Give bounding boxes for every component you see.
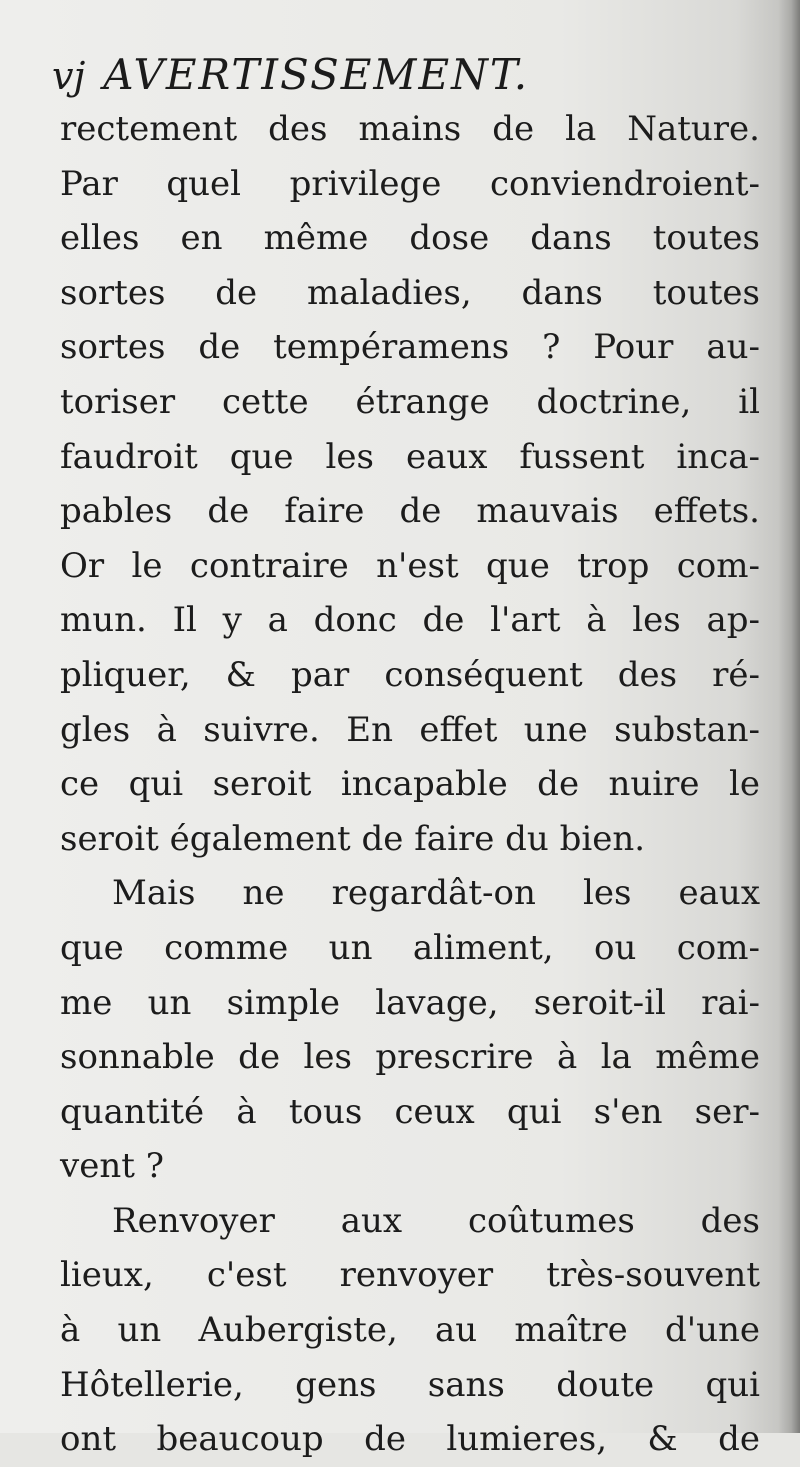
text-line: sortes de maladies, dans toutes: [60, 272, 760, 313]
text-line: pliquer, & par conséquent des ré-: [60, 654, 760, 695]
text-line: ce qui seroit incapable de nuire le: [60, 764, 760, 805]
text-line: que comme un aliment, ou com-: [60, 927, 760, 968]
body-text: [60, 102, 760, 1467]
text-line: sonnable de les prescrire à la même: [60, 1037, 760, 1078]
text-line: faudroit que les eaux fussent inca-: [60, 436, 760, 477]
text-line: Hôtellerie, gens sans doute qui: [60, 1364, 760, 1405]
text-line: Or le contraire n'est que trop com-: [60, 545, 760, 586]
paragraph-start-line: Mais ne regardât-on les eaux: [112, 873, 760, 914]
paragraph-end-line: seroit également de faire du bien.: [60, 818, 646, 859]
text-line: pables de faire de mauvais effets.: [60, 491, 760, 532]
page-number: vj: [52, 54, 86, 98]
text-line: mun. Il y a donc de l'art à les ap-: [60, 600, 760, 641]
text-line: rectement des mains de la Nature.: [60, 109, 760, 149]
paragraph-start-line: Renvoyer aux coûtumes des: [112, 1200, 760, 1241]
text-line: elles en même dose dans toutes: [60, 218, 760, 259]
running-title: AVERTISSEMENT.: [103, 50, 530, 99]
text-line: quantité à tous ceux qui s'en ser-: [60, 1091, 760, 1132]
text-line: gles à suivre. En effet une substan-: [60, 709, 760, 750]
text-line: toriser cette étrange doctrine, il: [60, 381, 760, 422]
text-line: lieux, c'est renvoyer très-souvent: [60, 1255, 760, 1296]
page-gutter-shadow: [778, 0, 800, 1433]
text-line: ont beaucoup de lumieres, & de: [60, 1419, 760, 1460]
text-line: sortes de tempéramens ? Pour au-: [60, 327, 760, 368]
paragraph-end-line: vent ?: [60, 1146, 164, 1187]
text-line: à un Aubergiste, au maître d'une: [60, 1310, 760, 1351]
text-line: me un simple lavage, seroit-il rai-: [60, 982, 760, 1023]
text-line: Par quel privilege conviendroient-: [60, 163, 760, 204]
